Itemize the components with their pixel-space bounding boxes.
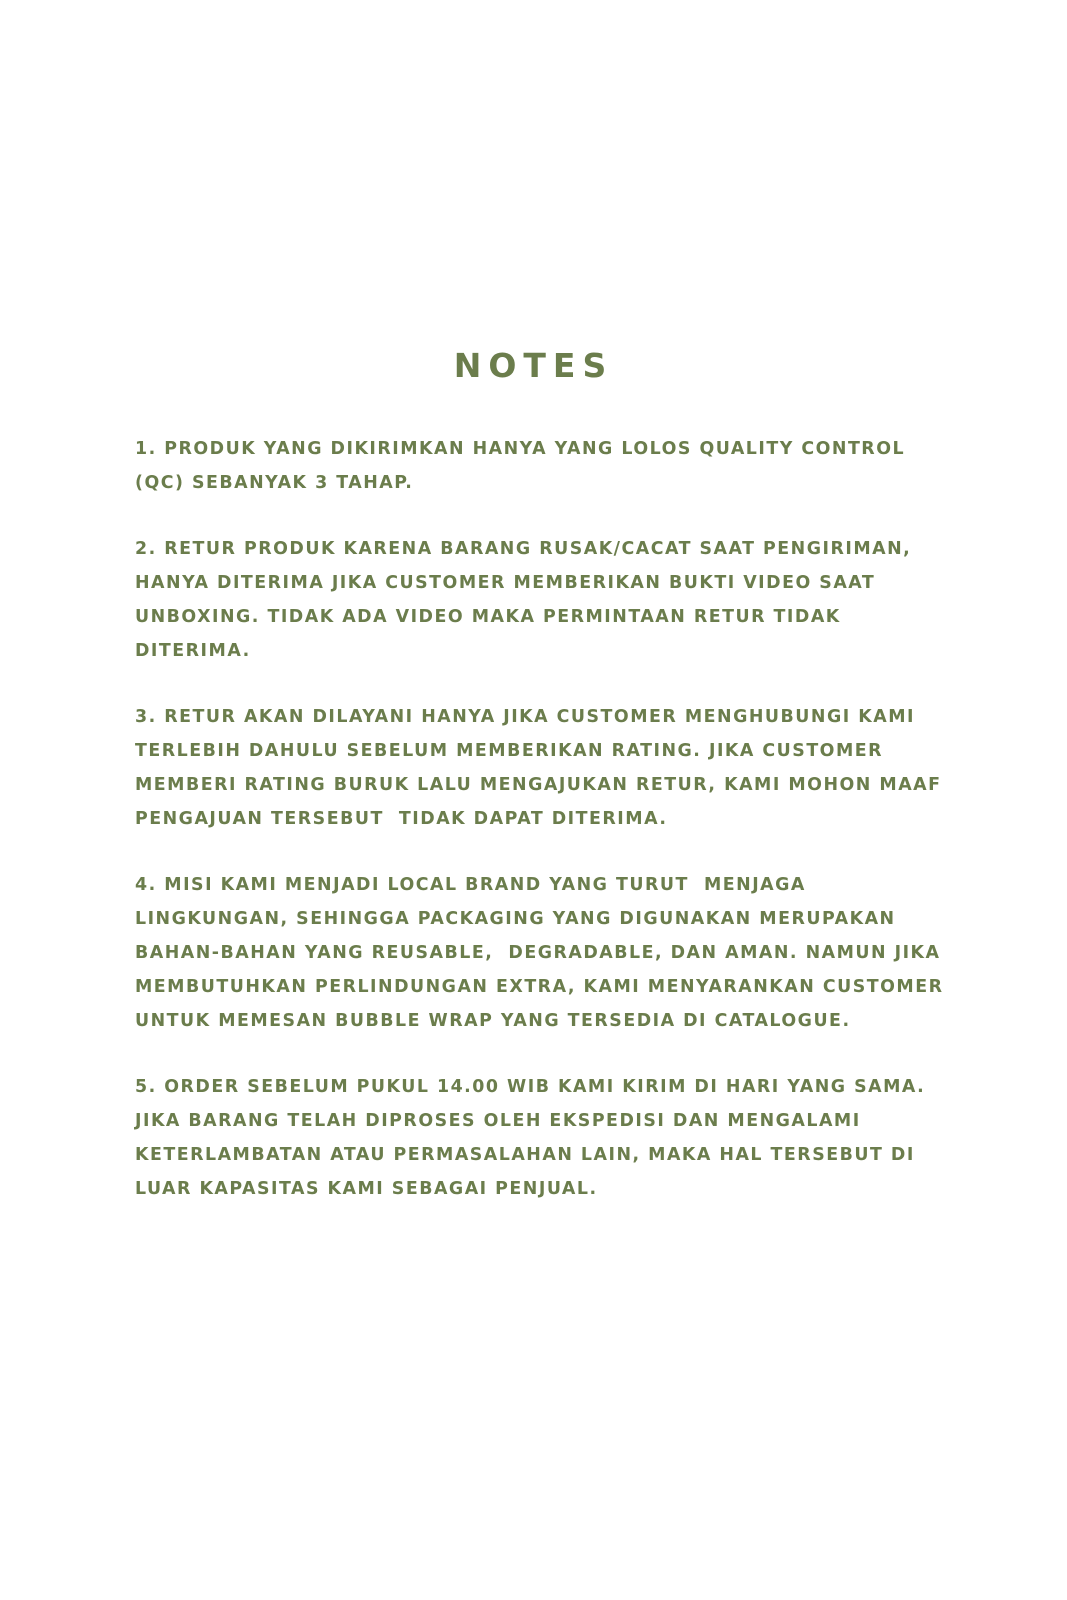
note-item-3 (135, 700, 955, 836)
note-item-4 (135, 868, 955, 1038)
note-line: LUAR KAPASITAS KAMI SEBAGAI PENJUAL. (135, 1179, 598, 1199)
note-line: 5. ORDER SEBELUM PUKUL 14.00 WIB KAMI KIRIM DI HARI YANG SAMA. (135, 1077, 926, 1097)
note-line: 4. MISI KAMI MENJADI LOCAL BRAND YANG TURUT MENJAGA (135, 875, 806, 895)
note-line: UNBOXING. TIDAK ADA VIDEO MAKA PERMINTAAN RETUR TIDAK (135, 607, 841, 627)
note-line: MEMBERI RATING BURUK LALU MENGAJUKAN RETUR, KAMI MOHON MAAF (135, 775, 942, 795)
note-line: KETERLAMBATAN ATAU PERMASALAHAN LAIN, MAKA HAL TERSEBUT DI (135, 1145, 915, 1165)
note-line: UNTUK MEMESAN BUBBLE WRAP YANG TERSEDIA DI CATALOGUE. (135, 1011, 851, 1031)
note-item-2 (135, 532, 955, 668)
note-line: MEMBUTUHKAN PERLINDUNGAN EXTRA, KAMI MENYARANKAN CUSTOMER (135, 977, 944, 997)
note-line: 1. PRODUK YANG DIKIRIMKAN HANYA YANG LOLOS QUALITY CONTROL (135, 439, 906, 459)
note-line: (QC) SEBANYAK 3 TAHAP. (135, 473, 414, 493)
note-line: LINGKUNGAN, SEHINGGA PACKAGING YANG DIGUNAKAN MERUPAKAN (135, 909, 896, 929)
note-line: TERLEBIH DAHULU SEBELUM MEMBERIKAN RATING. JIKA CUSTOMER (135, 741, 884, 761)
note-line: 3. RETUR AKAN DILAYANI HANYA JIKA CUSTOMER MENGHUBUNGI KAMI (135, 707, 915, 727)
note-line: HANYA DITERIMA JIKA CUSTOMER MEMBERIKAN BUKTI VIDEO SAAT (135, 573, 876, 593)
note-item-5 (135, 1070, 955, 1206)
note-line: PENGAJUAN TERSEBUT TIDAK DAPAT DITERIMA. (135, 809, 668, 829)
note-line: DITERIMA. (135, 641, 251, 661)
note-line: 2. RETUR PRODUK KARENA BARANG RUSAK/CACAT SAAT PENGIRIMAN, (135, 539, 912, 559)
note-line: BAHAN-BAHAN YANG REUSABLE, DEGRADABLE, DAN AMAN. NAMUN JIKA (135, 943, 941, 963)
page-title: NOTES (453, 346, 614, 385)
note-line: JIKA BARANG TELAH DIPROSES OLEH EKSPEDISI DAN MENGALAMI (135, 1111, 861, 1131)
notes-list (135, 432, 955, 1238)
note-item-1 (135, 432, 955, 500)
